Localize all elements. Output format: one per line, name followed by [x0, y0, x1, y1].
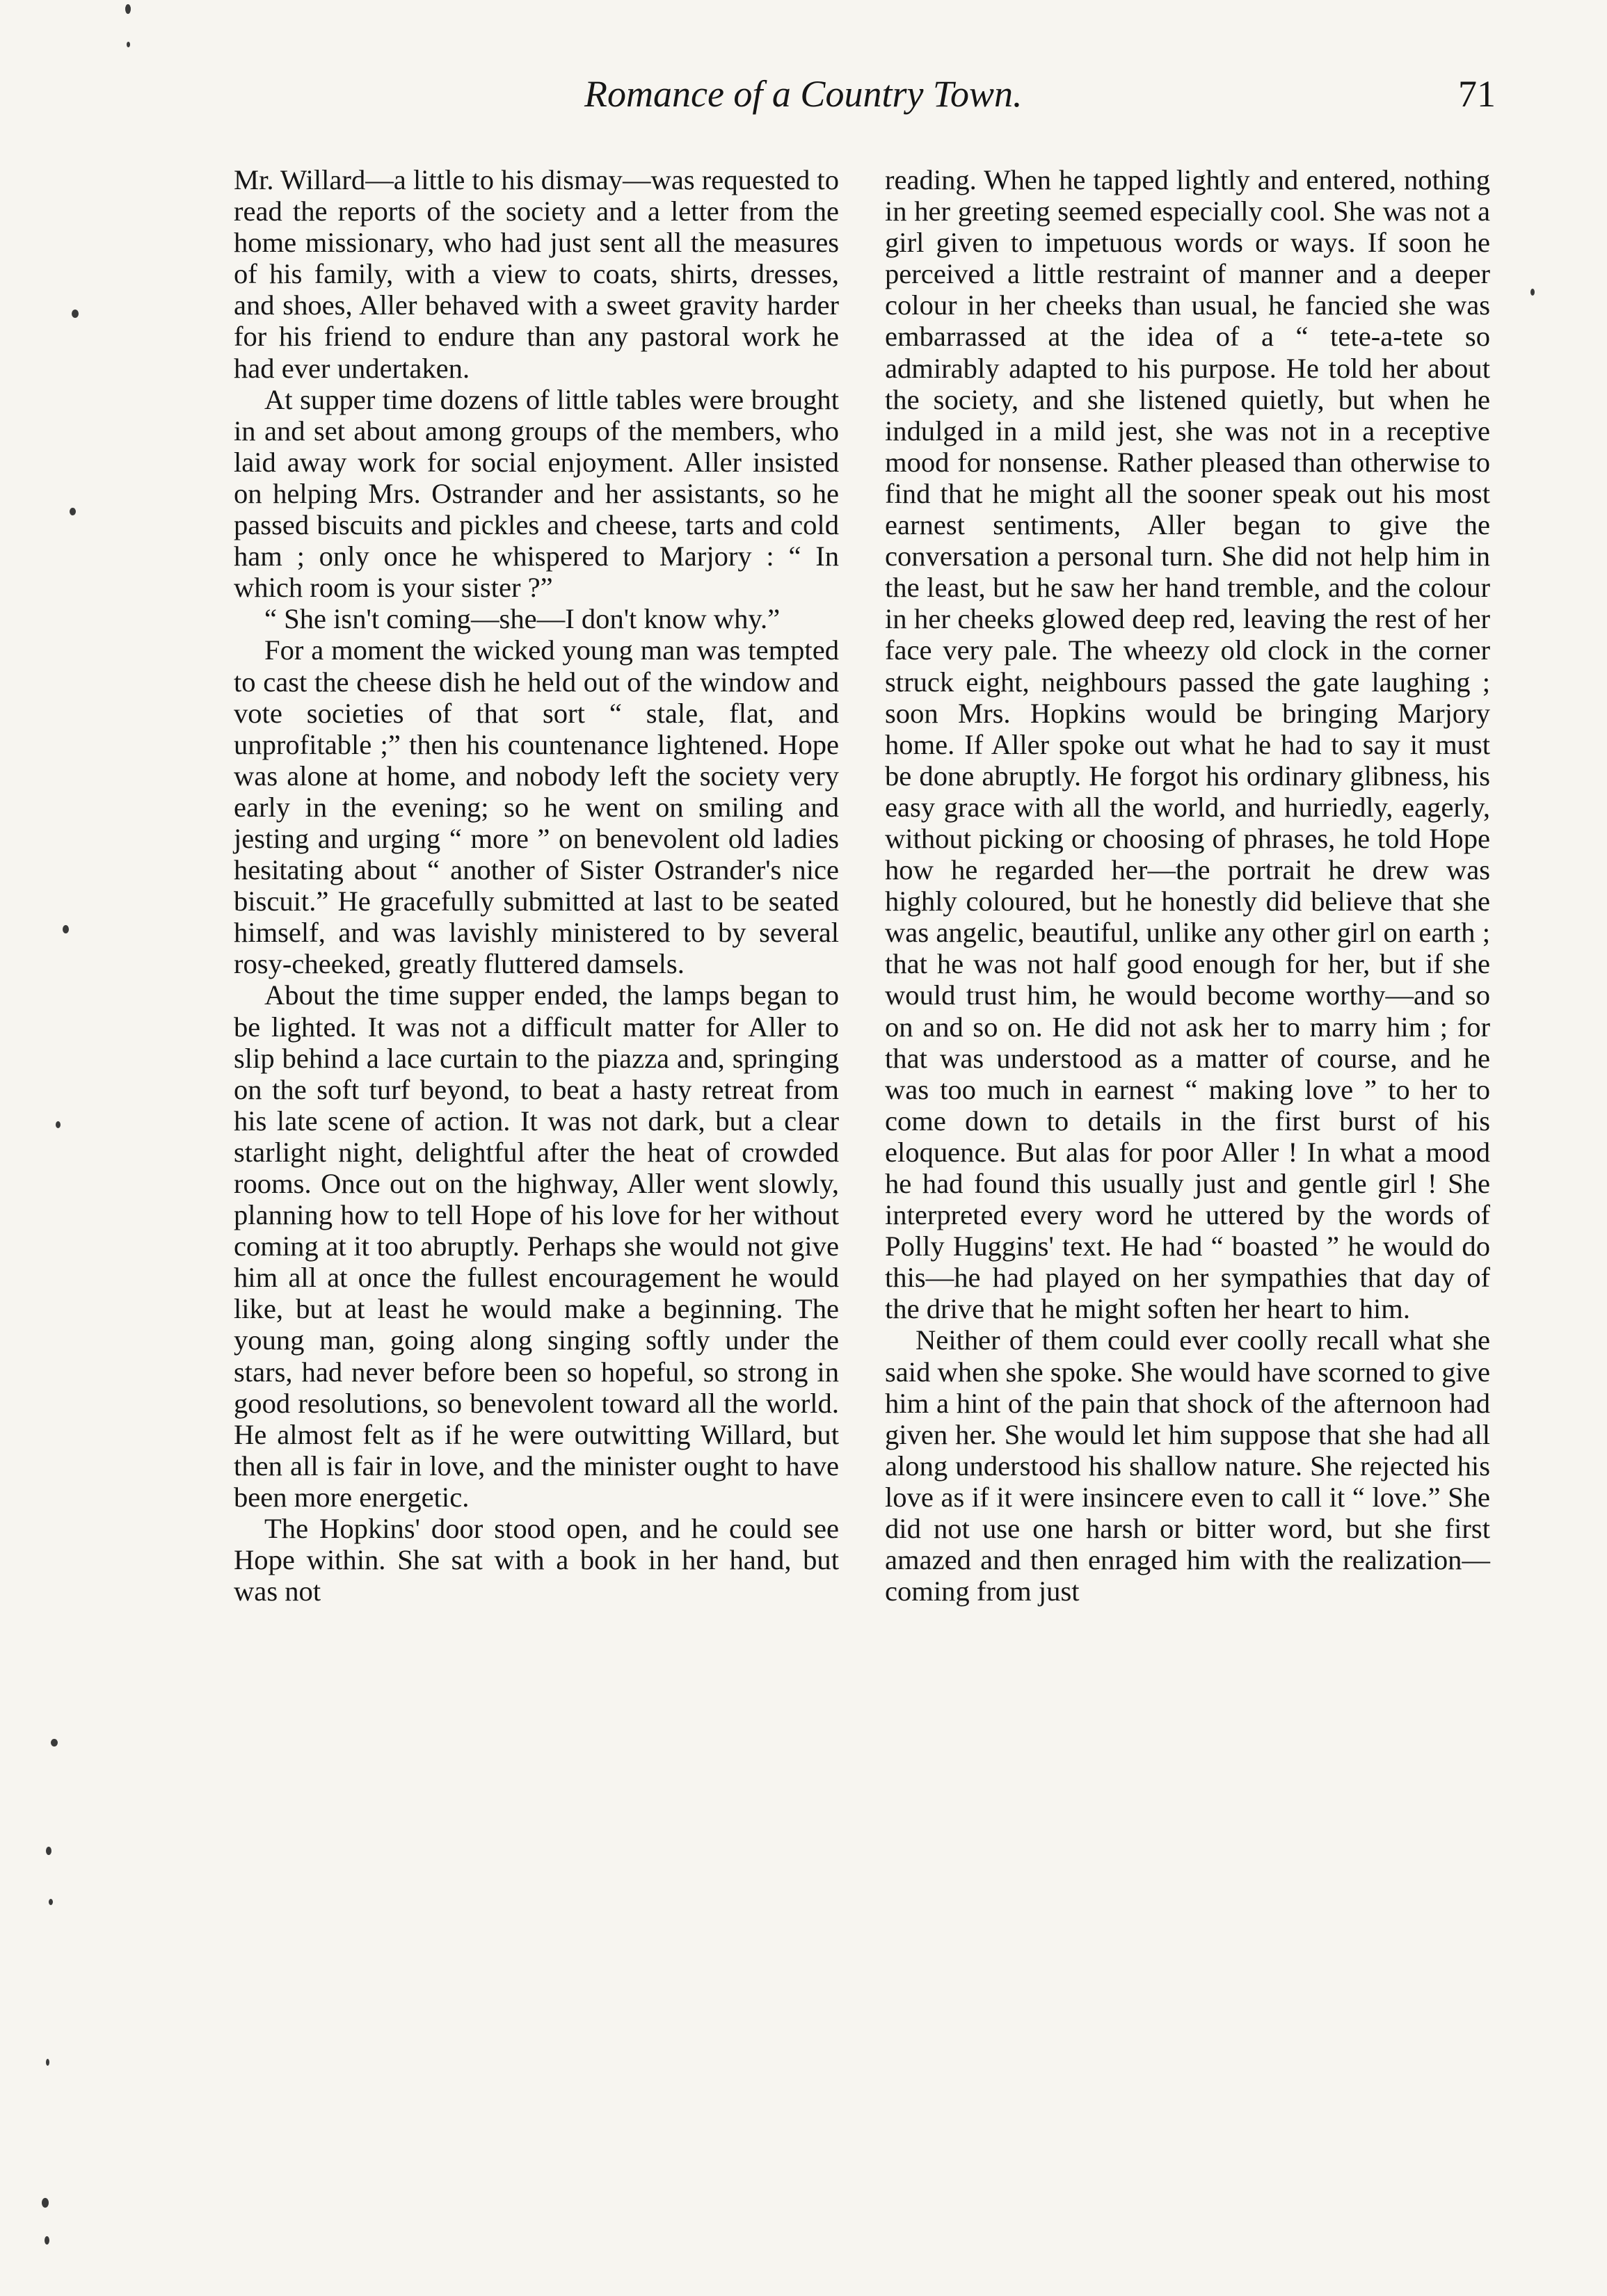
right-column	[885, 164, 1490, 1607]
paragraph: Neither of them could ever coolly recall what she said when she spoke. She would have scorned to give him a hint of the pain that shock of the afternoon had given her. She would let him suppose that she had all along understood his shallow nature. She rejected his love as if it were insincere even to call it “ love.” She did not use one harsh or bitter word, but she first amazed and then enraged him with the realization—coming from just	[885, 1324, 1490, 1607]
scan-speck	[1530, 289, 1535, 296]
paragraph: Mr. Willard—a little to his dismay—was requested to read the reports of the society and a letter from the home missionary, who had just sent all the measures of his family, with a view to coats, shirts, dresses, and shoes, Aller behaved with a sweet gravity harder for his friend to endure than any pastoral work he had ever undertaken.	[234, 164, 839, 384]
paragraph: reading. When he tapped lightly and entered, nothing in her greeting seemed especially cool. She was not a girl given to impetuous words or ways. If soon he perceived a little restraint of manner and a deeper colour in her cheeks than usual, he fancied she was embarrassed at the idea of a “ tete-a-tete so admirably adapted to his purpose. He told her about the society, and she listened quietly, but when he indulged in a mild jest, she was not in a receptive mood for nonsense. Rather pleased than otherwise to find that he might all the sooner speak out his most earnest sentiments, Aller began to give the conversation a personal turn. She did not help him in the least, but he saw her hand tremble, and the colour in her cheeks glowed deep red, leaving the rest of her face very pale. The wheezy old clock in the corner struck eight, neighbours passed the gate laughing ; soon Mrs. Hopkins would be bringing Marjory home. If Aller spoke out what he had to say it must be done abruptly. He forgot his ordinary glibness, his easy grace with all the world, and hurriedly, eagerly, without picking or choosing of phrases, he told Hope how he regarded her—the portrait he drew was highly coloured, but he honestly did believe that she was angelic, beautiful, unlike any other girl on earth ; that he was not half good enough for her, but if she would trust him, he would become worthy—and so on and so on. He did not ask her to marry him ; for that was understood as a matter of course, and he was too much in earnest “ making love ” to her to come down to details in the first burst of his eloquence. But alas for poor Aller ! In what a mood he had found this usually just and gentle girl ! She interpreted every word he uttered by the words of Polly Huggins' text. He had “ boasted ” he would do this—he had played on her sympathies that day of the drive that he might soften her heart to him.	[885, 164, 1490, 1325]
scan-speck	[127, 42, 130, 47]
running-head	[584, 70, 1496, 118]
scan-speck	[42, 2198, 49, 2208]
scan-speck	[46, 2059, 49, 2066]
page-number: 71	[1458, 73, 1496, 115]
scan-speck	[46, 1847, 51, 1855]
paragraph: “ She isn't coming—she—I don't know why.”	[264, 603, 781, 635]
scan-speck	[49, 1899, 53, 1905]
scan-speck	[70, 508, 76, 515]
scan-speck	[45, 2236, 49, 2245]
scan-speck	[51, 1739, 58, 1747]
scan-speck	[56, 1121, 61, 1128]
paragraph: For a moment the wicked young man was tempted to cast the cheese dish he held out of the window and vote societies of that sort “ stale, flat, and unprofitable ;” then his countenance lightened. Hope was alone at home, and nobody left the society very early in the evening; so he went on smiling and jesting and urging “ more ” on benevolent old ladies hesitating about “ another of Sister Ostrander's nice biscuit.” He gracefully submitted at last to be seated himself, and was lavishly ministered to by several rosy-cheeked, greatly fluttered damsels.	[234, 634, 839, 980]
scan-speck	[63, 925, 69, 933]
paragraph: The Hopkins' door stood open, and he could see Hope within. She sat with a book in her hand, but was not	[234, 1513, 839, 1607]
running-title: Romance of a Country Town.	[584, 73, 1023, 115]
left-column	[234, 164, 839, 1607]
scan-speck	[125, 4, 131, 14]
paragraph: At supper time dozens of little tables were brought in and set about among groups of the members, who laid away work for social enjoyment. Aller insisted on helping Mrs. Ostrander and her assistants, so he passed biscuits and pickles and cheese, tarts and cold ham ; only once he whispered to Marjory : “ In which room is your sister ?”	[234, 383, 839, 604]
scan-speck	[72, 310, 79, 318]
paragraph: About the time supper ended, the lamps began to be lighted. It was not a difficult matter for Aller to slip behind a lace curtain to the piazza and, springing on the soft turf beyond, to beat a hasty retreat from his late scene of action. It was not dark, but a clear starlight night, delightful after the heat of crowded rooms. Once out on the highway, Aller went slowly, planning how to tell Hope of his love for her without coming at it too abruptly. Perhaps she would not give him all at once the fullest encouragement he would like, but at least he would make a beginning. The young man, going along singing softly under the stars, had never before been so hopeful, so strong in good resolutions, so benevolent toward all the world. He almost felt as if he were outwitting Willard, but then all is fair in love, and the minister ought to have been more energetic.	[234, 979, 839, 1513]
